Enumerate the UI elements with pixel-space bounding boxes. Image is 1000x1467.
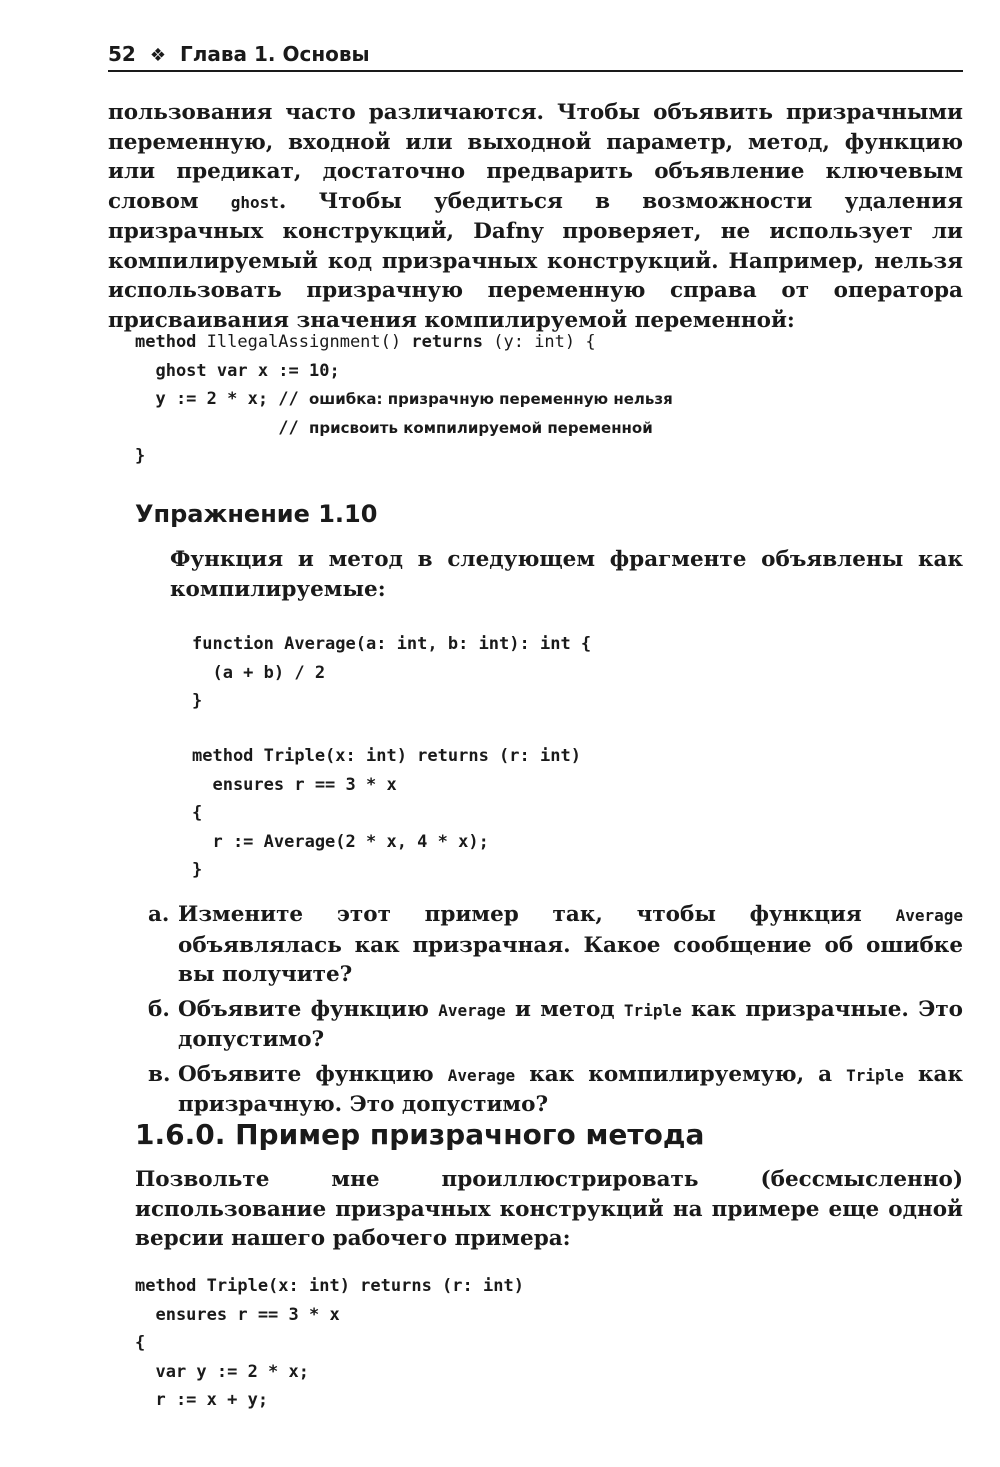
code-line: } — [135, 446, 146, 466]
code-line: } — [192, 860, 203, 880]
code-block-ghost-example — [135, 1272, 524, 1415]
code-line: r := x + y; — [135, 1390, 269, 1410]
chapter-title: Глава 1. Основы — [179, 42, 370, 66]
inline-code: Average — [438, 1000, 506, 1020]
running-header — [108, 40, 963, 72]
section-paragraph: Позвольте мне проиллюстрировать (бессмысленно) использование призрачных конструкций на примере еще одной версии нашего рабочего примера: — [135, 1167, 963, 1251]
list-item: а. Измените этот пример так, чтобы функция Average объявлялась как призрачная. Какое сообщение об ошибке вы получите? — [148, 902, 963, 987]
item-marker: а. — [148, 902, 170, 927]
code-line: ensures r == 3 * x — [192, 774, 397, 795]
code-comment: присвоить компилируемой переменной — [309, 418, 653, 437]
code-line: function Average(a: int, b: int): int { — [192, 634, 592, 654]
list-item: в. Объявите функцию Average как компилируемую, а Triple как призрачную. Это допустимо? — [148, 1061, 963, 1117]
code-block-average — [192, 630, 591, 716]
code-line: method IllegalAssignment() returns (y: int) { — [135, 332, 596, 352]
paragraph-ghost-intro: пользования часто различаются. Чтобы объявить призрачными переменную, входной или выходной параметр, метод, функцию или предикат, достаточно предварить объявление ключевым словом ghost. Чтобы убедиться в возможности удаления призрачных конструкций, Dafny проверяет, не использует ли компилируемый код призрачных конструкций. Например, нельзя использовать призрачную переменную справа от оператора присваивания значения компилируемой переменной: — [108, 100, 963, 333]
item-marker: б. — [148, 996, 170, 1022]
code-line: (a + b) / 2 — [192, 662, 326, 683]
code-line: { — [135, 1333, 146, 1353]
code-block-triple — [192, 742, 581, 885]
code-block-illegal-assignment — [135, 328, 673, 471]
code-line: // присвоить компилируемой переменной — [135, 417, 653, 438]
exercise-title: Упражнение 1.10 — [135, 500, 378, 528]
inline-code: Average — [895, 906, 963, 925]
exercise-items — [148, 900, 963, 1125]
code-line: var y := 2 * x; — [135, 1361, 309, 1382]
exercise-intro: Функция и метод в следующем фрагменте объявлены как компилируемые: — [170, 547, 963, 602]
code-line: ghost var x := 10; — [135, 360, 340, 381]
code-line: } — [192, 691, 203, 711]
inline-code: Triple — [623, 1000, 682, 1020]
section-title: 1.6.0. Пример призрачного метода — [135, 1118, 705, 1151]
inline-code: Triple — [846, 1065, 904, 1085]
inline-code: Average — [447, 1065, 516, 1085]
code-line: y := 2 * x; // ошибка: призрачную переменную нельзя — [135, 389, 673, 409]
list-item: б. Объявите функцию Average и метод Triple как призрачные. Это допустимо? — [148, 996, 963, 1052]
code-comment: ошибка: призрачную переменную нельзя — [309, 390, 673, 408]
code-line: method Triple(x: int) returns (r: int) — [192, 746, 581, 766]
item-marker: в. — [148, 1061, 171, 1087]
separator-ornament-icon: ❖ — [149, 45, 166, 66]
code-line: ensures r == 3 * x — [135, 1304, 340, 1325]
code-line: { — [192, 803, 203, 823]
code-line: method Triple(x: int) returns (r: int) — [135, 1276, 524, 1296]
page-number: 52 — [108, 42, 136, 66]
code-line: r := Average(2 * x, 4 * x); — [192, 831, 489, 852]
inline-code-ghost: ghost — [230, 192, 279, 212]
